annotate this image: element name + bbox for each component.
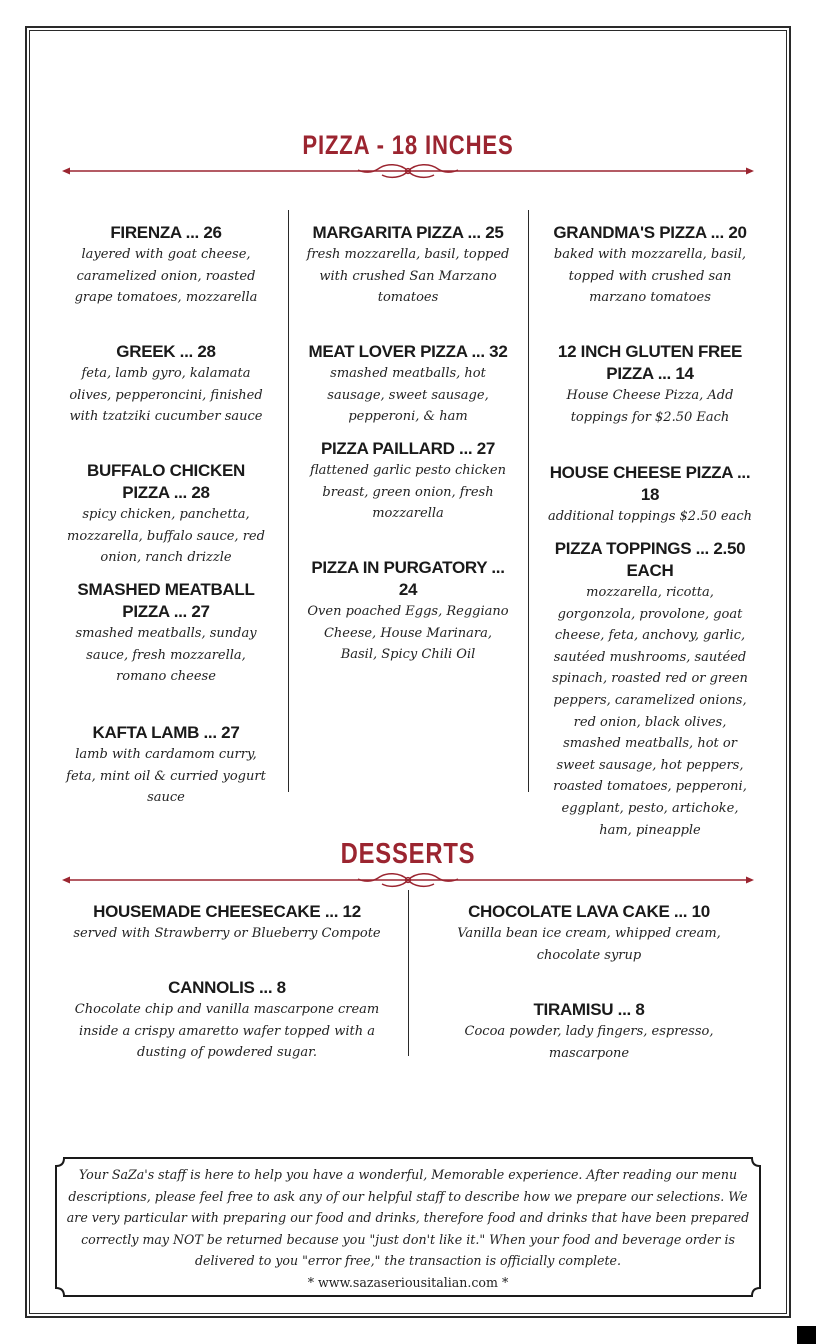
- item-description: House Cheese Pizza, Add toppings for $2.50 Each: [566, 388, 734, 425]
- item-name: 12 INCH GLUTEN FREE PIZZA ... 14: [557, 342, 743, 383]
- item-name: TIRAMISU ... 8: [533, 1000, 645, 1019]
- menu-item: [62, 222, 270, 309]
- menu-item: [428, 901, 750, 966]
- item-name: PIZZA PAILLARD ... 27: [320, 439, 496, 458]
- item-description: feta, lamb gyro, kalamata olives, pepperoncini, finished with tzatziki cucumber sauce: [69, 366, 263, 425]
- website-link[interactable]: * www.sazaseriousitalian.com *: [307, 1275, 509, 1290]
- menu-item: [62, 579, 270, 688]
- item-description: smashed meatballs, sunday sauce, fresh mozzarella, romano cheese: [75, 626, 257, 685]
- menu-item: [62, 341, 270, 428]
- item-description: flattened garlic pesto chicken breast, green onion, fresh mozzarella: [309, 463, 506, 522]
- menu-item: [62, 722, 270, 809]
- pizza-section-title: PIZZA - 18 INCHES: [302, 130, 514, 160]
- notice-text: Your SaZa's staff is here to help you have a wonderful, Memorable experience. After reading our menu descriptions, please feel free to ask any of our helpful staff to describe how we prepare our selections. We are very particular with preparing our food and drinks, therefore food and drinks that have been prepared correctly may NOT be returned because you "just don't like it." When your food and beverage order is delivered to you "error free," the transaction is officially complete.: [66, 1167, 750, 1269]
- pizza-ornament-divider: [60, 161, 756, 181]
- item-name: PIZZA IN PURGATORY ... 24: [311, 558, 505, 599]
- item-description: additional toppings $2.50 each: [548, 509, 752, 524]
- pizza-column-divider-2: [528, 210, 529, 792]
- item-description: smashed meatballs, hot sausage, sweet sausage, pepperoni, & ham: [327, 366, 489, 425]
- item-description: Chocolate chip and vanilla mascarpone cream inside a crispy amaretto wafer topped with a dusting of powdered sugar.: [74, 1002, 380, 1061]
- item-name: MEAT LOVER PIZZA ... 32: [308, 342, 508, 361]
- menu-item: [304, 557, 512, 666]
- item-name: HOUSE CHEESE PIZZA ... 18: [549, 463, 751, 504]
- item-description: Oven poached Eggs, Reggiano Cheese, House Marinara, Basil, Spicy Chili Oil: [307, 604, 509, 663]
- menu-item: [546, 538, 754, 841]
- item-name: BUFFALO CHICKEN PIZZA ... 28: [87, 461, 245, 502]
- item-name: GREEK ... 28: [116, 342, 216, 361]
- item-name: PIZZA TOPPINGS ... 2.50 EACH: [554, 539, 746, 580]
- item-name: KAFTA LAMB ... 27: [92, 723, 240, 742]
- item-name: CANNOLIS ... 8: [168, 978, 286, 997]
- item-name: CHOCOLATE LAVA CAKE ... 10: [468, 902, 710, 921]
- desserts-section-title: DESSERTS: [340, 838, 476, 870]
- item-name: HOUSEMADE CHEESECAKE ... 12: [93, 902, 361, 921]
- pizza-column-divider-1: [288, 210, 289, 792]
- desserts-ornament-divider: [60, 870, 756, 890]
- item-description: baked with mozzarella, basil, topped with crushed san marzano tomatoes: [553, 247, 747, 306]
- item-description: Vanilla bean ice cream, whipped cream, chocolate syrup: [457, 926, 721, 963]
- menu-item: [428, 999, 750, 1064]
- item-description: mozzarella, ricotta, gorgonzola, provolone, goat cheese, feta, anchovy, garlic, sautéed mushrooms, sautéed spinach, roasted red or green peppers, caramelized onions, red onion, black olives, smashed meatballs, hot or sweet sausage, hot peppers, roasted tomatoes, pepperoni, eggplant, pesto, artichoke, ham, pineapple: [552, 585, 748, 838]
- menu-item: [546, 222, 754, 309]
- menu-item: [304, 438, 512, 525]
- item-description: layered with goat cheese, caramelized onion, roasted grape tomatoes, mozzarella: [74, 247, 258, 306]
- item-description: lamb with cardamom curry, feta, mint oil & curried yogurt sauce: [66, 747, 266, 806]
- menu-item: [304, 222, 512, 309]
- menu-item: [62, 901, 392, 945]
- item-name: GRANDMA'S PIZZA ... 20: [553, 223, 747, 242]
- menu-item: [546, 462, 754, 528]
- item-name: SMASHED MEATBALL PIZZA ... 27: [77, 580, 255, 621]
- item-description: fresh mozzarella, basil, topped with crushed San Marzano tomatoes: [306, 247, 510, 306]
- menu-item: [304, 341, 512, 428]
- item-name: FIRENZA ... 26: [110, 223, 222, 242]
- menu-item: [62, 977, 392, 1064]
- menu-item: [62, 460, 270, 569]
- corner-block: [797, 1326, 816, 1344]
- menu-item: [546, 341, 754, 428]
- item-description: Cocoa powder, lady fingers, espresso, mascarpone: [464, 1024, 714, 1061]
- item-description: spicy chicken, panchetta, mozzarella, buffalo sauce, red onion, ranch drizzle: [67, 507, 265, 566]
- item-description: served with Strawberry or Blueberry Compote: [73, 926, 381, 941]
- item-name: MARGARITA PIZZA ... 25: [312, 223, 504, 242]
- desserts-column-divider: [408, 890, 409, 1056]
